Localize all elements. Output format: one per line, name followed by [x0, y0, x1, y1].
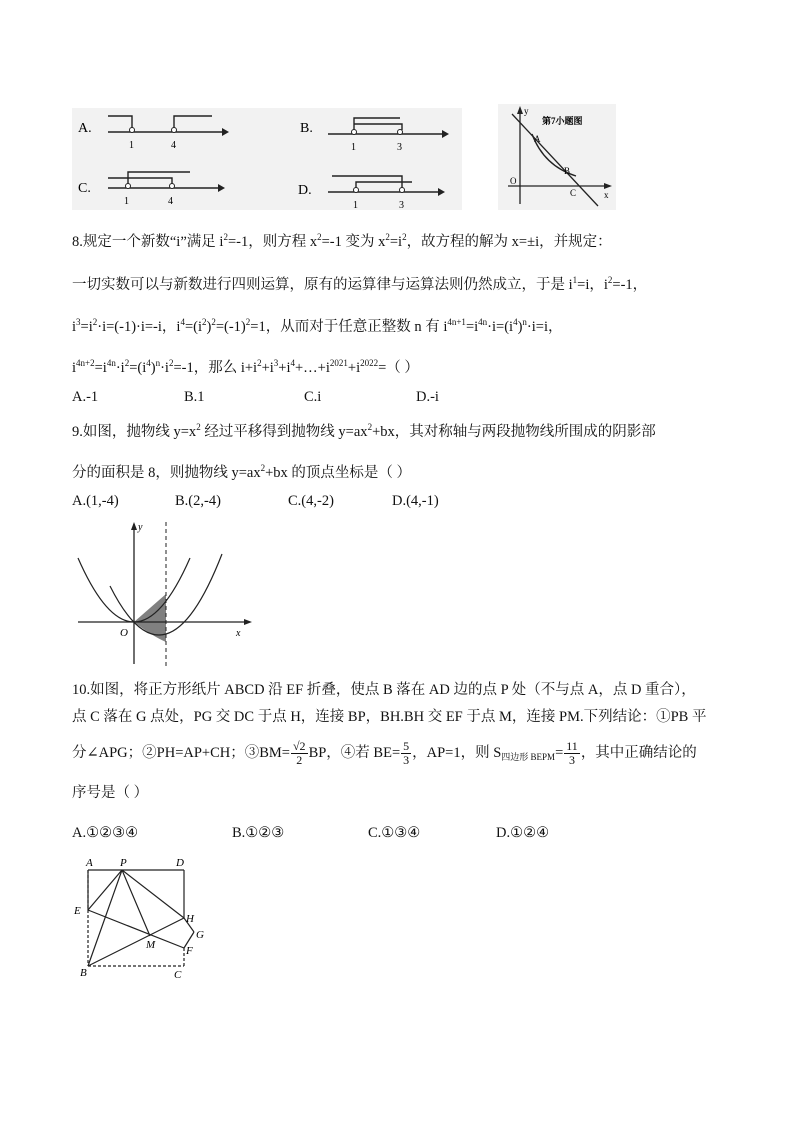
- svg-text:O: O: [120, 627, 128, 639]
- q10-option-d[interactable]: D.①②④: [496, 825, 550, 841]
- svg-text:F: F: [186, 945, 193, 957]
- q10-line-2: 点 C 落在 G 点处，PG 交 DC 于点 H，连接 BP，BH.BH 交 EF 于点 M，连接 PM.下列结论：①PB 平: [72, 709, 707, 725]
- svg-text:x: x: [236, 628, 241, 639]
- svg-text:4: 4: [171, 140, 176, 151]
- svg-text:3: 3: [397, 142, 402, 153]
- svg-text:P: P: [120, 857, 127, 869]
- q7-number-lines: [72, 108, 462, 210]
- svg-text:第7小题图: 第7小题图: [542, 116, 583, 126]
- q8-option-a[interactable]: A.-1: [72, 389, 99, 405]
- svg-text:A: A: [86, 857, 93, 869]
- q8-line-4: $i^{4n+2}=i^{4n}\cdot i^2=(i^4)^n\cdot i^2=-1$，那么 $i+i^2+i^3+i^4+\dots+i^{2021}+i^{2022}=$（ ）: [72, 358, 419, 376]
- q7-options-scan: [72, 108, 462, 210]
- q7-option-b-letter: B.: [300, 121, 313, 136]
- q10-option-b[interactable]: B.①②③: [232, 825, 285, 841]
- q7-option-d-letter: D.: [298, 183, 312, 198]
- svg-text:y: y: [138, 522, 143, 533]
- svg-text:M: M: [146, 939, 156, 951]
- q8-option-d[interactable]: D.-i: [416, 389, 439, 405]
- q7-option-c-letter: C.: [78, 181, 91, 196]
- svg-text:O: O: [510, 176, 517, 186]
- fraction-sqrt2-over-2: $\frac{√2}{2}$: [292, 739, 306, 768]
- q8-line-3: $i^3=i^2\cdot i=(-1)\cdot i=-i$，$i^4=(i^2)^2=(-1)^2=1$，从而对于任意正整数 n 有 $i^{4n+1}=i^{4n}\cdot i=(i^4)^n\cdot i=i$，: [72, 317, 563, 335]
- svg-text:1: 1: [124, 196, 129, 207]
- q7-option-a-letter: A.: [78, 121, 92, 136]
- q9-line-2: 分的面积是 8，则抛物线 $y=ax^2+bx$ 的顶点坐标是（ ）: [72, 463, 412, 481]
- q10-option-a[interactable]: A.①②③④: [72, 825, 139, 841]
- q9-option-c[interactable]: C.(4,-2): [288, 493, 334, 509]
- svg-text:H: H: [186, 913, 194, 925]
- q10-line-4: 序号是（ ）: [72, 785, 149, 801]
- q9-graph: [72, 518, 262, 668]
- fraction-5-over-3: $\frac{5}{3}$: [403, 739, 410, 768]
- q10-option-c[interactable]: C.①③④: [368, 825, 421, 841]
- svg-text:E: E: [74, 905, 81, 917]
- q8-option-c[interactable]: C.i: [304, 389, 322, 405]
- q10-figure: [72, 852, 222, 984]
- svg-text:4: 4: [168, 196, 173, 207]
- q9-option-a[interactable]: A.(1,-4): [72, 493, 119, 509]
- q10-line-1: 10.如图，将正方形纸片 ABCD 沿 EF 折叠，使点 B 落在 AD 边的点 P 处（不与点 A，点 D 重合），: [72, 682, 696, 698]
- svg-text:A: A: [534, 134, 541, 144]
- q8-line-1: 8.规定一个新数“i”满足 $i^2=-1$，则方程 $x^2=-1$ 变为 $x^2=i^2$，故方程的解为 x=±i，并规定：: [72, 232, 612, 250]
- svg-text:B: B: [80, 967, 87, 979]
- q8-line-2: 一切实数可以与新数进行四则运算，原有的运算律与运算法则仍然成立，于是 $i^1=i$，$i^2=-1$，: [72, 275, 648, 293]
- q7-graph: [498, 104, 616, 210]
- q9-option-b[interactable]: B.(2,-4): [175, 493, 221, 509]
- svg-text:G: G: [196, 929, 204, 941]
- svg-text:1: 1: [353, 200, 358, 210]
- svg-text:1: 1: [351, 142, 356, 153]
- q8-option-b[interactable]: B.1: [184, 389, 205, 405]
- fraction-11-over-3: $\frac{11}{3}$: [566, 739, 578, 768]
- svg-text:D: D: [176, 857, 184, 869]
- q9-line-1: 9.如图，抛物线 $y=x^2$ 经过平移得到抛物线 $y=ax^2+bx$，其对称轴与两段抛物线所围成的阴影部: [72, 422, 656, 440]
- svg-text:3: 3: [399, 200, 404, 210]
- svg-text:C: C: [174, 969, 182, 981]
- svg-text:C: C: [570, 188, 577, 198]
- svg-text:x: x: [604, 190, 609, 200]
- svg-text:y: y: [524, 106, 529, 116]
- svg-text:1: 1: [129, 140, 134, 151]
- q10-line-3: 分∠APG；②PH=AP+CH；③BM= $\frac{√2}{2}$ BP，④若 BE= $\frac{5}{3}$ ，AP=1，则 $S_{四边形 BEPM}=$ $\frac{11}{3}$ ，其中正确结论的: [72, 739, 697, 768]
- q9-option-d[interactable]: D.(4,-1): [392, 493, 439, 509]
- svg-text:B: B: [564, 166, 571, 176]
